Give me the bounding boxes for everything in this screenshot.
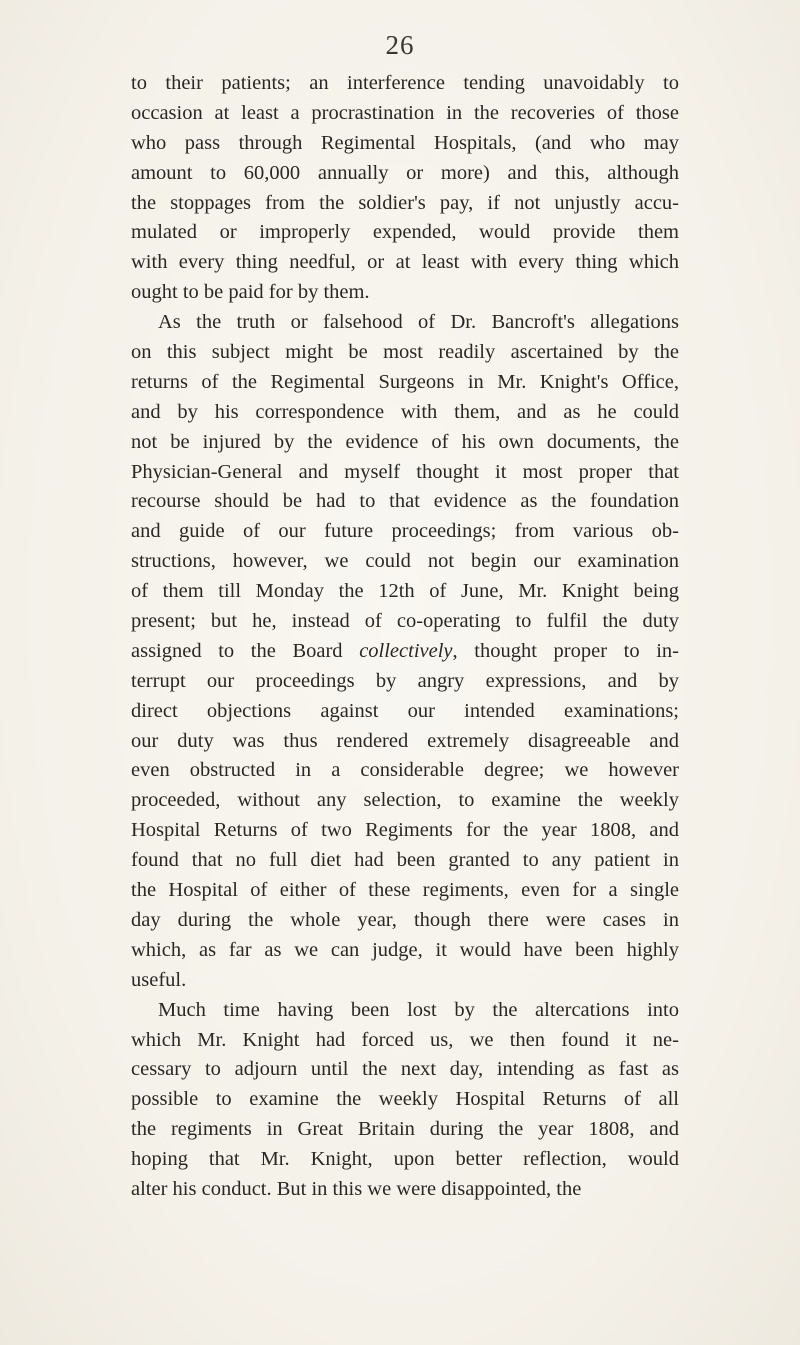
text-segment: As the truth or falsehood of Dr. Bancroft's allegations [158,311,679,334]
text-line [131,1115,679,1145]
text-line [131,816,679,846]
text-segment: cessary to adjourn until the next day, intending as fast as [131,1058,679,1081]
text-segment: Hospital Returns of two Regiments for the year 1808, and [131,819,679,842]
text-line [131,577,679,607]
text-line [131,458,679,488]
text-segment: returns of the Regimental Surgeons in Mr. Knight's Office, [131,370,679,393]
text-segment: ought to be paid for by them. [131,281,370,304]
text-segment: useful. [131,968,187,991]
text-segment: direct objections against our intended examinations; [131,699,679,722]
text-line [131,69,679,99]
text-line [131,428,679,458]
text-segment: which, as far as we can judge, it would have been highly [131,938,679,961]
text-line [131,1145,679,1175]
text-segment: of them till Monday the 12th of June, Mr. Knight being [131,580,679,603]
text-segment: not be injured by the evidence of his own documents, the [131,430,679,453]
text-line [131,99,679,129]
text-segment: assigned to the Board [131,639,360,662]
text-line [131,966,679,996]
text-line [131,786,679,816]
text-line [131,996,679,1026]
text-segment: to their patients; an interference tending unavoidably to [131,72,679,94]
text-line [131,308,679,338]
text-line [131,1175,679,1205]
text-segment: who pass through Regimental Hospitals, (and who may [131,131,679,154]
text-segment: the regiments in Great Britain during the year 1808, and [131,1118,679,1141]
text-segment: hoping that Mr. Knight, upon better reflection, would [131,1148,679,1171]
text-segment: the Hospital of either of these regiments, even for a single [131,879,679,902]
text-segment: found that no full diet had been granted to any patient in [131,849,679,872]
text-line [131,517,679,547]
text-segment: terrupt our proceedings by angry expressions, and by [131,669,679,692]
text-segment: present; but he, instead of co-operating to fulfil the duty [131,610,679,633]
text-line [131,607,679,637]
text-segment: mulated or improperly expended, would provide them [131,221,679,244]
text-line [131,667,679,697]
text-line [131,846,679,876]
text-line [131,338,679,368]
text-line [131,487,679,517]
text-line [131,398,679,428]
page-number: 26 [385,30,415,60]
text-line [131,129,679,159]
text-line [131,756,679,786]
text-segment: on this subject might be most readily ascertained by the [131,341,679,364]
text-line [131,936,679,966]
text-segment: occasion at least a procrastination in the recoveries of those [131,101,679,124]
text-line [131,278,679,308]
text-line [131,637,679,667]
text-segment: proceeded, without any selection, to examine the weekly [131,789,679,812]
text-segment: recourse should be had to that evidence as the foundation [131,490,679,513]
text-line [131,368,679,398]
text-line [131,547,679,577]
text-line [131,906,679,936]
text-line [131,727,679,757]
text-segment: which Mr. Knight had forced us, we then found it ne- [131,1028,679,1051]
text-segment: , thought proper to in- [452,639,679,662]
text-segment: Much time having been lost by the altercations into [158,998,679,1021]
italic-text: collectively [359,639,453,662]
text-line [131,1055,679,1085]
text-line [131,697,679,727]
text-segment: even obstructed in a considerable degree; we however [131,759,679,782]
text-line [131,218,679,248]
body-text [131,69,679,1205]
text-segment: and guide of our future proceedings; from various ob- [131,520,679,543]
text-line [131,876,679,906]
text-line [131,248,679,278]
text-segment: day during the whole year, though there were cases in [131,908,679,931]
text-segment: with every thing needful, or at least with every thing which [131,251,679,274]
text-line [131,189,679,219]
text-segment: structions, however, we could not begin our examination [131,550,679,573]
text-segment: Physician-General and myself thought it most proper that [131,460,679,483]
text-segment: our duty was thus rendered extremely disagreeable and [131,729,679,752]
text-line [131,159,679,189]
text-segment: alter his conduct. But in this we were disappointed, the [131,1177,582,1200]
text-line [131,1026,679,1056]
text-segment: possible to examine the weekly Hospital Returns of all [131,1088,679,1111]
text-segment: and by his correspondence with them, and as he could [131,400,679,423]
text-line [131,1085,679,1115]
text-segment: amount to 60,000 annually or more) and this, although [131,161,679,184]
text-segment: the stoppages from the soldier's pay, if not unjustly accu- [131,191,679,214]
